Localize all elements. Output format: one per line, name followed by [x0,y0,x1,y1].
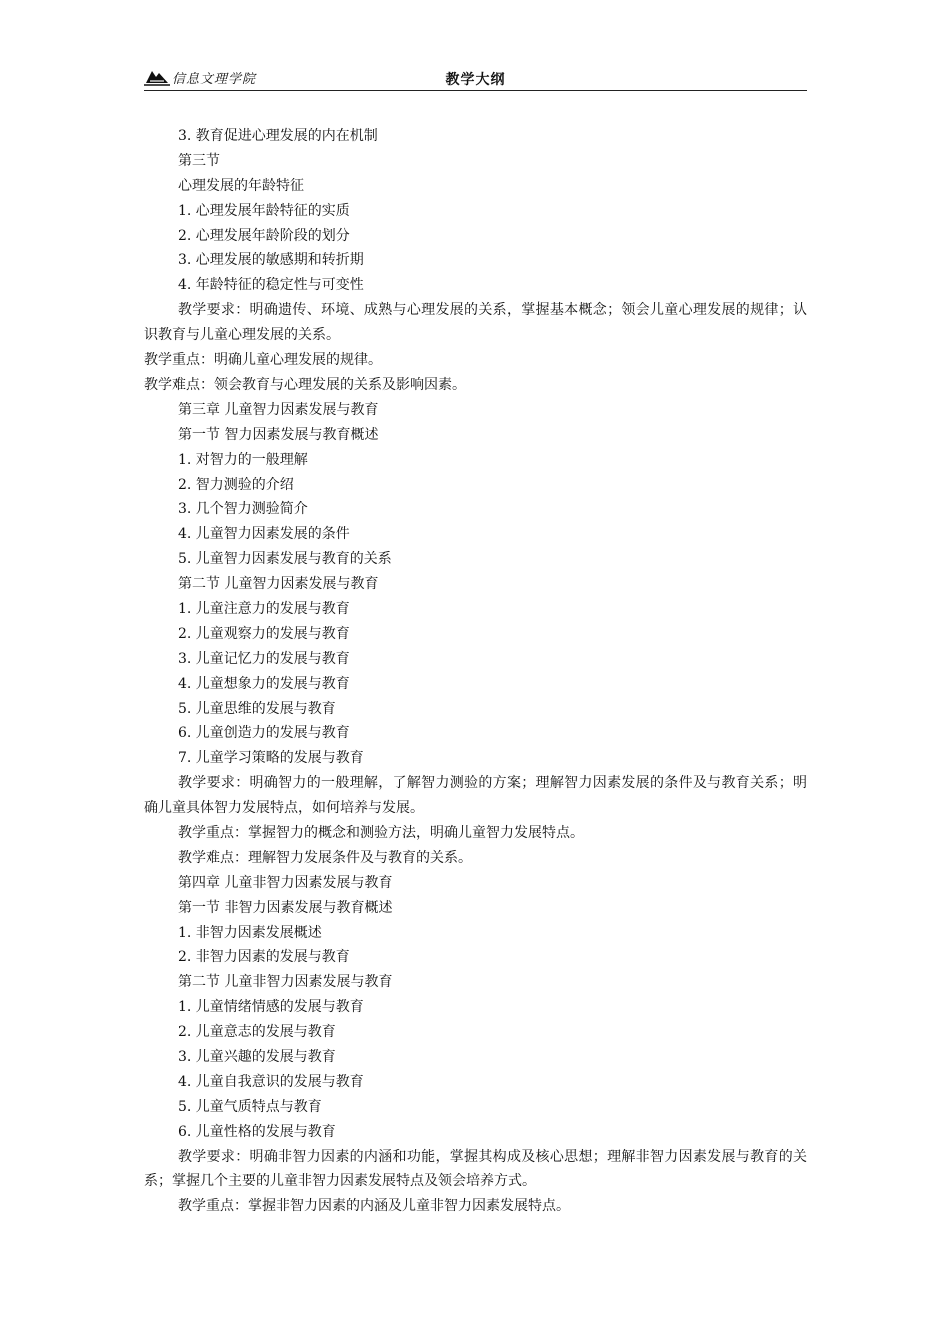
logo-text: 信息文理学院 [172,71,257,87]
teaching-focus: 教学重点：明确儿童心理发展的规律。 [144,352,382,369]
list-item: 3. 儿童兴趣的发展与教育 [178,1049,336,1066]
teaching-focus: 教学重点：掌握智力的概念和测验方法，明确儿童智力发展特点。 [178,825,584,841]
list-item: 2. 心理发展年龄阶段的划分 [178,227,350,244]
list-item: 2. 智力测验的介绍 [178,476,294,493]
list-item: 3. 教育促进心理发展的内在机制 [178,128,378,144]
section-heading: 第二节 儿童非智力因素发展与教育 [178,974,393,991]
list-item: 1. 非智力因素发展概述 [178,924,322,941]
page-title: 教学大纲 [445,72,506,88]
teaching-difficulty: 教学难点：领会教育与心理发展的关系及影响因素。 [144,376,466,393]
list-item: 5. 儿童气质特点与教育 [178,1098,322,1115]
list-item: 4. 儿童智力因素发展的条件 [178,526,350,543]
teaching-requirements: 教学要求：明确智力的一般理解，了解智力测验的方案；理解智力因素发展的条件及与教育关系；明确儿童具体智力发展特点，如何培养与发展。 [144,775,807,817]
teaching-focus: 教学重点：掌握非智力因素的内涵及儿童非智力因素发展特点。 [178,1198,570,1215]
list-item: 7. 儿童学习策略的发展与教育 [178,750,364,767]
section-heading: 第一节 非智力因素发展与教育概述 [178,899,393,916]
teaching-requirements: 教学要求：明确遗传、环境、成熟与心理发展的关系，掌握基本概念；领会儿童心理发展的规律；认识教育与儿童心理发展的关系。 [144,302,807,344]
chapter-heading: 第四章 儿童非智力因素发展与教育 [178,874,393,891]
section-heading: 第二节 儿童智力因素发展与教育 [178,576,379,593]
list-item: 3. 几个智力测验简介 [178,501,308,518]
list-item: 2. 非智力因素的发展与教育 [178,949,350,966]
section-heading: 心理发展的年龄特征 [178,177,304,194]
document-body [144,124,807,1219]
teaching-difficulty: 教学难点：理解智力发展条件及与教育的关系。 [178,849,472,866]
chapter-heading: 第三章 儿童智力因素发展与教育 [178,401,379,418]
list-item: 4. 儿童自我意识的发展与教育 [178,1073,364,1090]
list-item: 3. 儿童记忆力的发展与教育 [178,650,350,667]
section-heading: 第一节 智力因素发展与教育概述 [178,426,379,443]
teaching-requirements: 教学要求：明确非智力因素的内涵和功能，掌握其构成及核心思想；理解非智力因素发展与教育的关系；掌握几个主要的儿童非智力因素发展特点及领会培养方式。 [144,1148,807,1190]
list-item: 6. 儿童性格的发展与教育 [178,1123,336,1140]
list-item: 1. 对智力的一般理解 [178,451,308,468]
list-item: 4. 儿童想象力的发展与教育 [178,675,350,692]
page-header [144,64,807,91]
list-item: 1. 儿童情绪情感的发展与教育 [178,999,364,1016]
list-item: 2. 儿童观察力的发展与教育 [178,625,350,642]
list-item: 1. 心理发展年龄特征的实质 [178,202,350,219]
list-item: 6. 儿童创造力的发展与教育 [178,725,350,742]
list-item: 3. 心理发展的敏感期和转折期 [178,252,364,269]
list-item: 2. 儿童意志的发展与教育 [178,1024,336,1041]
section-heading: 第三节 [178,152,220,169]
list-item: 5. 儿童智力因素发展与教育的关系 [178,551,392,568]
list-item: 1. 儿童注意力的发展与教育 [178,600,350,617]
list-item: 4. 年龄特征的稳定性与可变性 [178,277,364,294]
list-item: 5. 儿童思维的发展与教育 [178,700,336,717]
